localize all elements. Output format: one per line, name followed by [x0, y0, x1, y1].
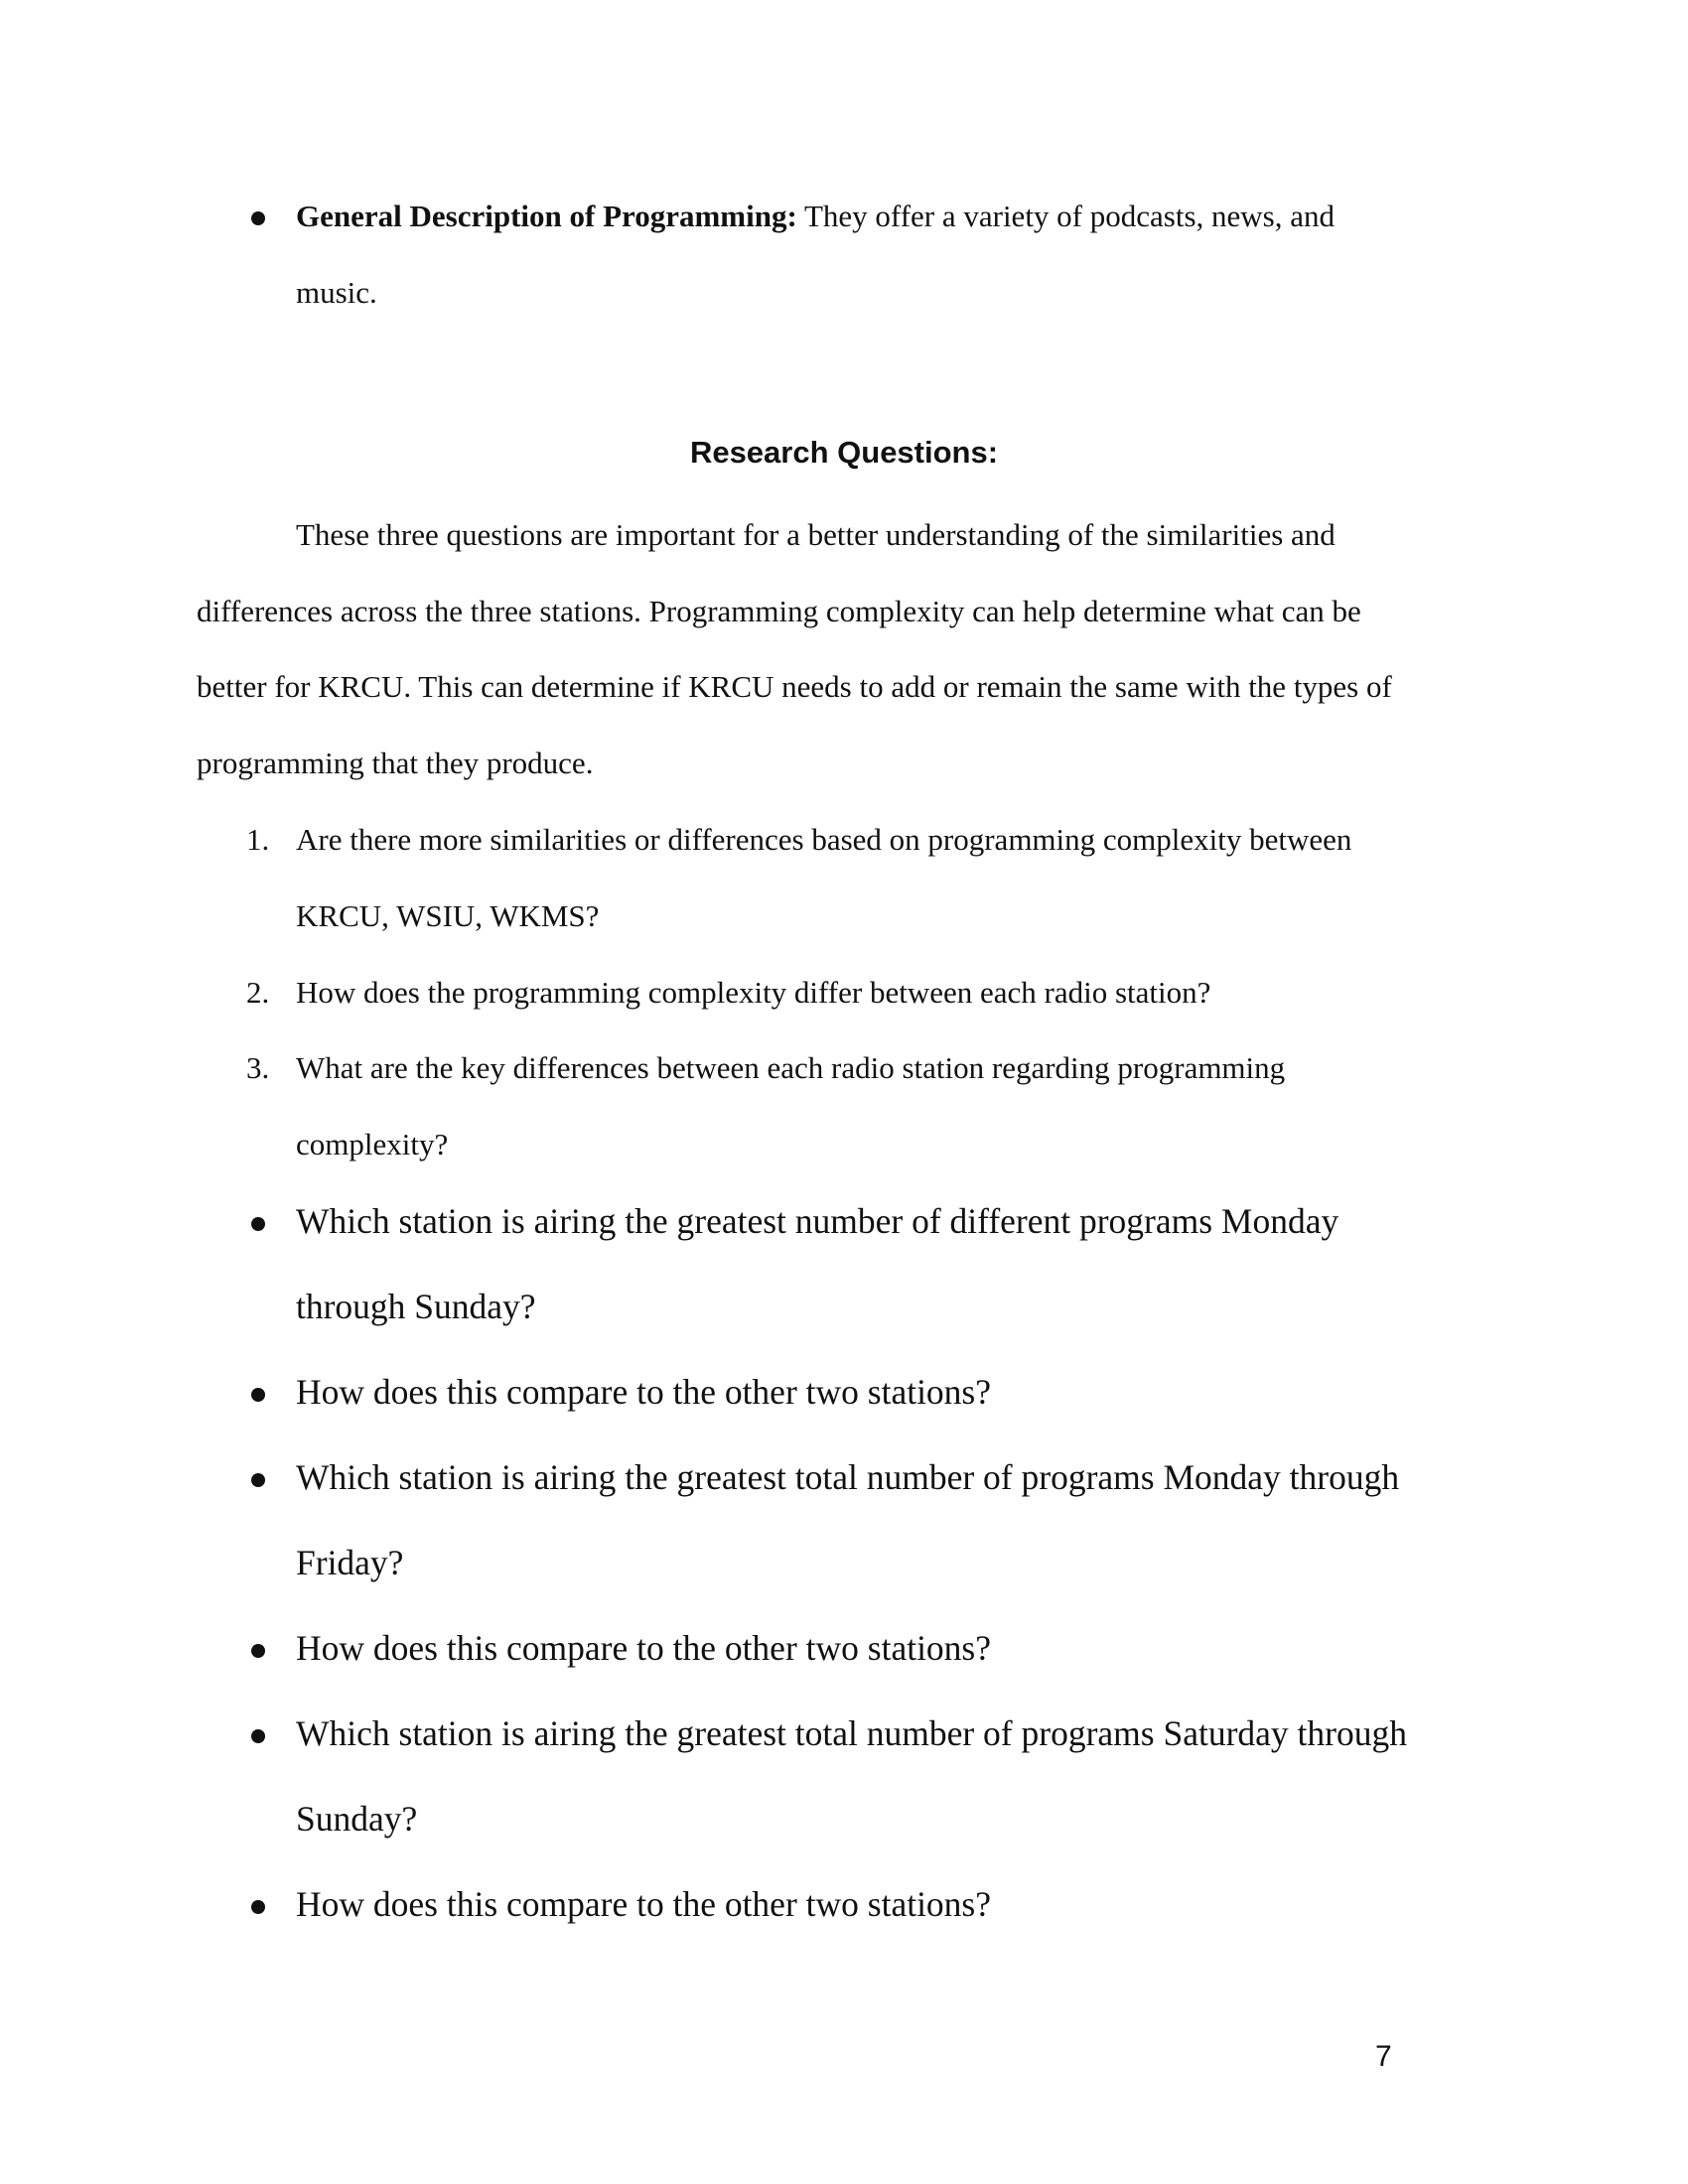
bullet-marker — [251, 211, 265, 225]
bullet-question-line: Which station is airing the greatest total number of programs Monday through — [296, 1457, 1400, 1497]
programming-description-text: They offer a variety of podcasts, news, and — [796, 199, 1335, 233]
bullet-question-line: How does this compare to the other two stations? — [296, 1628, 991, 1668]
bullet-marker — [251, 1729, 265, 1743]
bullet-question-line: Which station is airing the greatest total number of programs Saturday through — [296, 1713, 1407, 1753]
numbered-question-line: KRCU, WSIU, WKMS? — [296, 898, 600, 933]
bullet-question-line: How does this compare to the other two stations? — [296, 1372, 991, 1412]
list-number: 3. — [246, 1050, 270, 1085]
numbered-question-line: What are the key differences between each radio station regarding programming — [296, 1050, 1286, 1085]
bullet-marker — [251, 1217, 265, 1231]
bullet-question-line: Friday? — [296, 1543, 404, 1582]
programming-description-label: General Description of Programming: — [296, 199, 797, 233]
bullet-question-line: through Sunday? — [296, 1287, 536, 1326]
numbered-question-line: Are there more similarities or differences based on programming complexity between — [296, 822, 1352, 857]
list-number: 2. — [246, 975, 270, 1010]
bullet-marker — [251, 1388, 265, 1402]
list-number: 1. — [246, 822, 270, 857]
bullet-marker — [251, 1900, 265, 1914]
programming-description-line2: music. — [296, 275, 377, 310]
paragraph-line: better for KRCU. This can determine if KRCU needs to add or remain the same with the types of — [197, 669, 1392, 704]
bullet-question-line: Sunday? — [296, 1799, 418, 1839]
bullet-marker — [251, 1473, 265, 1487]
bullet-question-line: Which station is airing the greatest number of different programs Monday — [296, 1201, 1339, 1241]
programming-description-line1 — [296, 199, 1335, 234]
paragraph-line: programming that they produce. — [197, 746, 594, 780]
numbered-question-line: How does the programming complexity differ between each radio station? — [296, 975, 1211, 1010]
page-number: 7 — [1375, 2040, 1392, 2073]
numbered-question-line: complexity? — [296, 1127, 449, 1161]
bullet-question-line: How does this compare to the other two stations? — [296, 1884, 991, 1924]
section-heading: Research Questions: — [689, 435, 999, 470]
paragraph-line: These three questions are important for a better understanding of the similarities and — [296, 517, 1336, 552]
bullet-marker — [251, 1644, 265, 1658]
paragraph-line: differences across the three stations. Programming complexity can help determine what can be — [197, 594, 1361, 628]
